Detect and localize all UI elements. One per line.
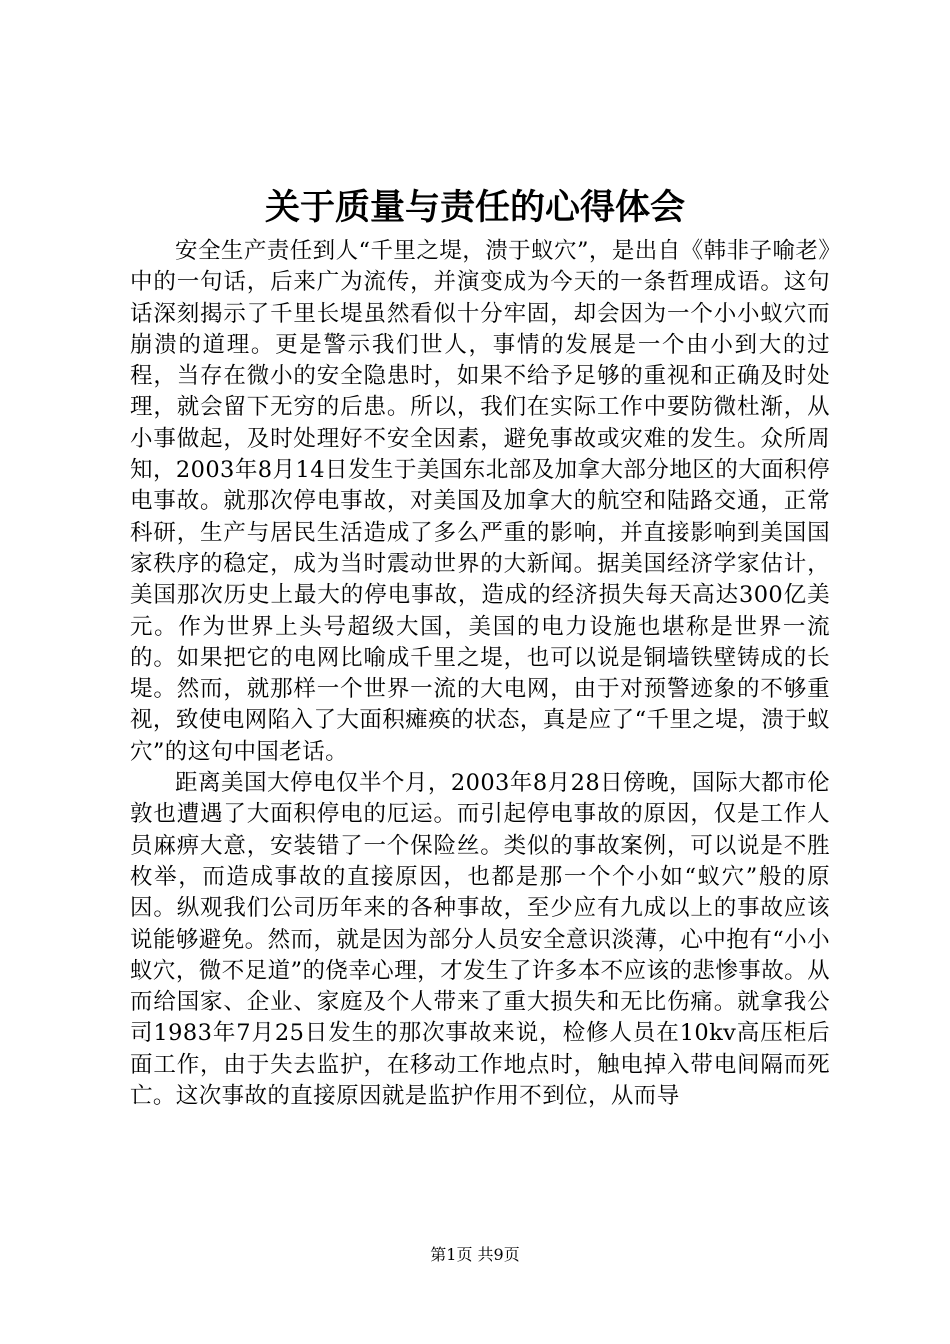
paragraph-2: 距离美国大停电仅半个月，2003年8月28日傍晚，国际大都市伦敦也遭遇了大面积停电的厄运。而引起停电事故的原因，仅是工作人员麻痹大意，安装错了一个保险丝。类似的事故案例，可以说是不胜枚举，而造成事故的直接原因，也都是那一个个小如“蚁穴”般的原因。纵观我们公司历年来的各种事故，至少应有九成以上的事故应该说能够避免。然而，就是因为部分人员安全意识淡薄，心中抱有“小小蚁穴，微不足道”的侥幸心理，才发生了许多本不应该的悲惨事故。从而给国家、企业、家庭及个人带来了重大损失和无比伤痛。就拿我公司1983年7月25日发生的那次事故来说，检修人员在10kv高压柜后面工作，由于失去监护，在移动工作地点时，触电掉入带电间隔而死亡。这次事故的直接原因就是监护作用不到位，从而导: [130, 770, 830, 1110]
page-number-footer: 第1页 共9页: [430, 1245, 520, 1264]
document-title: 关于质量与责任的心得体会: [264, 187, 685, 228]
paragraph-1: 安全生产责任到人“千里之堤，溃于蚁穴”，是出自《韩非子喻老》中的一句话，后来广为流传，并演变成为今天的一条哲理成语。这句话深刻揭示了千里长堤虽然看似十分牢固，却会因为一个小小蚁穴而崩溃的道理。更是警示我们世人，事情的发展是一个由小到大的过程，当存在微小的安全隐患时，如果不给予足够的重视和正确及时处理，就会留下无穷的后患。所以，我们在实际工作中要防微杜渐，从小事做起，及时处理好不安全因素，避免事故或灾难的发生。众所周知，2003年8月14日发生于美国东北部及加拿大部分地区的大面积停电事故。就那次停电事故，对美国及加拿大的航空和陆路交通，正常科研，生产与居民生活造成了多么严重的影响，并直接影响到美国国家秩序的稳定，成为当时震动世界的大新闻。据美国经济学家估计，美国那次历史上最大的停电事故，造成的经济损失每天高达300亿美元。作为世界上头号超级大国，美国的电力设施也堪称是世界一流的。如果把它的电网比喻成千里之堤，也可以说是铜墙铁壁铸成的长堤。然而，就那样一个世界一流的大电网，由于对预警迹象的不够重视，致使电网陷入了大面积瘫痪的状态，真是应了“千里之堤，溃于蚁穴”的这句中国老话。: [130, 238, 830, 765]
document-body: [130, 236, 830, 1112]
